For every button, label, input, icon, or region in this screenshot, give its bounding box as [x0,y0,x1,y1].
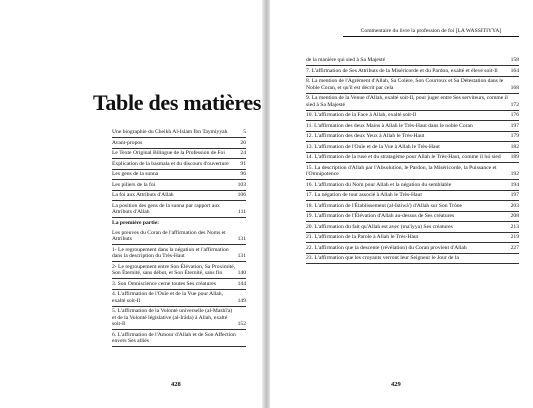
page-number-left: 428 [171,381,181,388]
toc-entry [112,138,246,148]
toc-entry-text: 21. L'affirmation de la Parole à Allah le Très-Haut [306,234,419,241]
toc-entry-text: 8. La mention de l'Agrément d'Allah, Sa Colère, Son Courroux et Sa Détestation dans le Noble Coran, et qu'il est décrit par cela [306,78,504,91]
toc-entry [112,279,246,289]
toc-entry-text: 10. L'affirmation de la Face à Allah, exalté soit-Il [306,112,417,119]
toc-entry-page: 182 [510,143,519,150]
toc-entry-text: 20. L'affirmation du fait qu'Allah est avec (ma'iyya) Ses créatures [306,223,453,230]
toc-entry-page: 131 [237,236,246,243]
toc-entry [112,228,246,245]
toc-entry-text: 18. L'affirmation de l'Établissement (al-Istiwâ') d'Allah sur Son Trône [306,202,463,209]
toc-entry [306,254,519,264]
left-page [0,0,263,408]
toc-entry [306,121,519,131]
toc-entry-page: 5 [243,129,246,136]
toc-entry-page: 197 [510,192,519,199]
toc-entry [112,330,246,347]
toc-entry-page: 103 [237,181,246,188]
toc-entry [306,66,519,76]
toc-entry [306,163,519,180]
toc-entry-page: 144 [237,280,246,287]
toc-list-left [112,128,246,347]
toc-entry-text: 22. L'affirmation que la descente (révélation) du Coran provient d'Allah [306,244,467,251]
toc-entry-text: Explication de la basmala et du discours d'ouverture [112,160,229,167]
toc-entry-text: 13. L'affirmation de l'Ouïe et de la Vue à Allah le Très-Haut [306,143,440,150]
toc-entry [112,262,246,279]
toc-entry-page: 158 [510,57,519,64]
toc-entry-page: 131 [237,253,246,260]
toc-entry [112,128,246,138]
toc-entry [306,180,519,190]
toc-entry-text: 3. Son Omniscience cerne toutes Ses créatures [112,280,216,287]
toc-entry-text: 15. La description d'Allah par l'Absolution, le Pardon, la Miséricorde, la Puissance et l'Omnipotence [306,164,497,178]
toc-entry-page: 168 [510,84,519,91]
toc-entry-page: 197 [510,122,519,129]
toc-entry [112,201,246,218]
toc-entry-text: 23. L'affirmation que les croyants verront leur Seigneur le Jour de la [306,255,459,262]
toc-entry [306,77,519,94]
toc-entry-page: 111 [238,209,246,216]
toc-entry-text: Les gens de la sunna [112,171,159,178]
toc-entry-text: 12. L'affirmation des deux Yeux à Allah le Très-Haut [306,133,425,140]
toc-entry [112,170,246,180]
toc-entry [306,212,519,222]
toc-title: Table des matières [93,90,262,115]
toc-entry-page: 194 [510,181,519,188]
toc-entry-page: 106 [237,192,246,199]
toc-entry [306,153,519,163]
toc-entry-text: 14. L'affirmation de la ruse et du stratagème pour Allah le Très-Haut, comme il lui sied [306,154,501,161]
toc-entry-text: La foi aux Attributs d'Allah [112,192,174,199]
toc-entry [112,159,246,169]
toc-entry-page: 227 [510,244,519,251]
toc-entry-text: 2- Le regroupement entre Son Élévation, Sa Proximité, Son Éternité, sans début, et Son Éternité, sans fin [112,263,236,277]
toc-entry [112,218,246,228]
toc-entry-text: 16. L'affirmation du Nom pour Allah et la négation du semblable [306,181,452,188]
toc-entry [306,222,519,232]
toc-entry [306,191,519,201]
toc-entry-page: 152 [237,321,246,328]
toc-entry [306,243,519,253]
toc-entry [112,180,246,190]
toc-entry-page: 208 [510,213,519,220]
toc-entry-text: 19. L'affirmation de l'Élévation d'Allah au-dessus de Ses créatures [306,213,455,220]
toc-entry-page: 91 [240,160,246,167]
toc-entry [112,290,246,307]
toc-entry [306,132,519,142]
toc-entry-page: 20 [240,139,246,146]
toc-entry-text: Le Texte Original Bilingue de la Profession de Foi [112,150,225,157]
toc-entry-text: Les preuves du Coran de l'affirmation des Noms et Attributs [112,229,226,243]
page-number-right: 429 [391,381,401,388]
toc-entry-text: 11. L'affirmation des deux Mains à Allah le Très-Haut dans le noble Coran [306,122,473,129]
toc-entry-page: 213 [510,223,519,230]
toc-entry [306,233,519,243]
toc-entry [112,191,246,201]
toc-entry [306,201,519,211]
toc-entry [112,149,246,159]
toc-entry-text: 17. La négation de tout associé à Allah le Très-Haut [306,192,422,199]
toc-entry-text: La position des gens de la sunna par rapport aux Attributs d'Allah [112,202,220,216]
toc-entry-page: 149 [237,297,246,304]
toc-entry-text: de la manière qui sied à Sa Majesté [306,57,386,64]
toc-entry-text: 7. L'affirmation de Ses Attributs de la Miséricorde et du Pardon, exalté et élevé soit-Il [306,67,498,74]
toc-entry-page: 192 [510,171,519,178]
toc-entry-text: 5. L'affirmation de la Volonté universelle (al-Mashî'a) et de la Volonté législative (al-Irâda) à Allah, exalté soit-Il [112,308,233,328]
toc-entry-text: 4. L'affirmation de l'Ouïe et de la Vue pour Allah, exalté soit-Il [112,291,223,304]
toc-list-right [306,56,519,264]
toc-entry-text: Une biographie du Cheikh Al-Islam Ibn Taymiyyah [112,129,228,136]
toc-entry-text: La première partie: [112,220,160,227]
toc-entry [306,56,519,66]
toc-entry-page: 164 [510,67,519,74]
toc-entry-page: 219 [510,234,519,241]
toc-entry-page: 24 [240,150,246,157]
toc-entry-page: 203 [510,202,519,209]
toc-entry [112,245,246,262]
toc-entry [112,307,246,330]
toc-entry-page: 189 [510,154,519,161]
toc-entry-text: 1- Le regroupement dans la négation et l'affirmation dans la description du Très-Haut [112,246,229,260]
toc-entry-page: 96 [240,171,246,178]
toc-entry-page: 179 [510,133,519,140]
toc-entry-text: 9. La mention de la Venue d'Allah, exalté soit-Il, pour juger entre Ses serviteurs, comme il sied à Sa Majesté [306,95,508,108]
toc-entry [306,94,519,111]
toc-entry-page: 176 [510,112,519,119]
toc-entry-text: 6. L'affirmation de l'Amour d'Allah et de Son Affection envers Ses alliés [112,331,236,345]
toc-entry-text: Les piliers de la foi [112,181,156,188]
toc-entry-page: 172 [510,101,519,108]
running-header: Commentaire du livre la profession de foi [LA WASSITIYYA] [343,28,519,37]
toc-entry [306,142,519,152]
toc-entry-page: 140 [237,270,246,277]
toc-entry-text: Avant-propos [112,139,143,146]
toc-entry [306,111,519,121]
